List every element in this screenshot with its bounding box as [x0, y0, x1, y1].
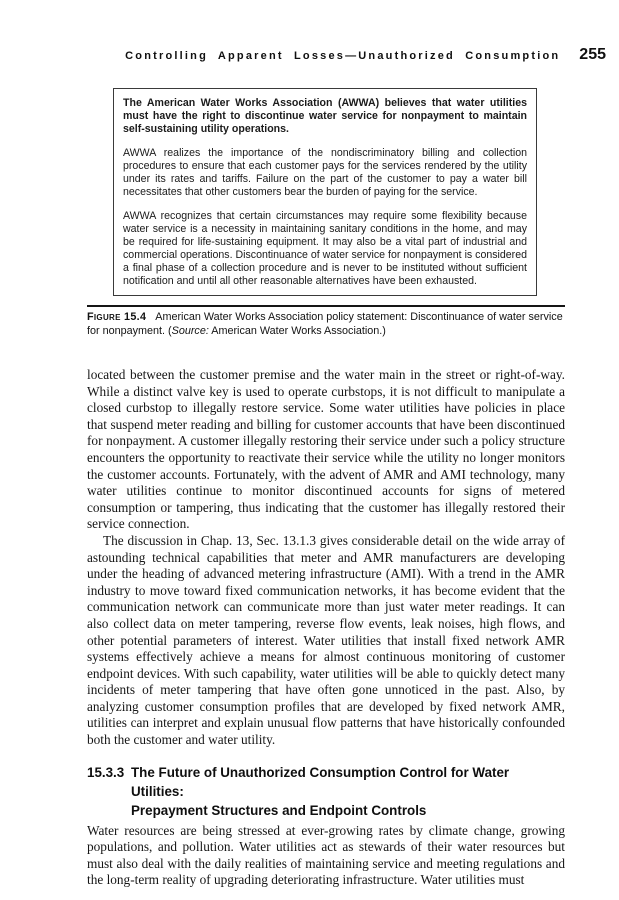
- policy-paragraph-flexibility: AWWA recognizes that certain circumstances may require some flexibility because water service is a necessity in maintaining sanitary conditions in the home, and may be required for life-sustaining equipment. It may also be a vital part of industrial and commercial operations. Discontinuance of water service for nonpayment is considered a final phase of a collection procedure and is never to be instituted without sufficient notification and until all other reasonable alternatives have been exhausted.: [123, 210, 527, 287]
- section-title-line-2: Prepayment Structures and Endpoint Controls: [131, 802, 427, 818]
- section-heading: [87, 763, 565, 820]
- section-body-paragraph-1: Water resources are being stressed at ever-growing rates by climate change, growing populations, and pollution. Water utilities act as stewards of their water resources but must also deal with the daily realities of maintaining service and meeting regulations and the long-term reality of upgrading deteriorating infrastructure. Water utilities must: [87, 822, 565, 888]
- figure-caption-text-after: American Water Works Association.): [208, 324, 386, 337]
- figure-policy-box: [113, 88, 537, 296]
- body-paragraph-2: The discussion in Chap. 13, Sec. 13.1.3 gives considerable detail on the wide array of astounding technical capabilities that meter and AMR manufacturers are developing under the heading of advanced metering infrastructure (AMI). With a trend in the AMR industry to move toward fixed communication networks, it has become evident that the communication network can communicate more than just water meter readings. It can also collect data on meter tampering, reverse flow events, leak noises, high flows, and other potential parameters of interest. Water utilities that install fixed network AMR systems effectively achieve a means for almost continuous monitoring of customer endpoint devices. With such capability, water utilities will be able to quickly detect many incidents of meter tampering that have often gone unnoticed in the past. Also, by analyzing customer consumption profiles that are developed by fixed network AMR, utilities can interpret and explain unusual flow patterns that have historically confounded both the customer and water utility.: [87, 532, 565, 748]
- page-number: 255: [579, 46, 606, 63]
- caption-rule: [87, 305, 565, 307]
- body-text: [87, 367, 565, 749]
- figure-caption-source-label: Source:: [171, 324, 209, 337]
- section-number: 15.3.3: [87, 764, 125, 780]
- body-paragraph-1: located between the customer premise and the water main in the street or right-of-way. While a distinct valve key is used to operate curbstops, it is not difficult to manipulate a closed curbstop to illegally restore service. Some water utilities have policies in place that suspend meter reading and billing for customer accounts that have been discontinued for nonpayment. A customer illegally restoring their service under such a policy structure encounters the opportunity to reactivate their service while the utility no longer monitors the customer accounts. Fortunately, with the advent of AMR and AMI technology, many water utilities continue to monitor discontinued accounts for signs of metered consumption or tampering, thus indicating that the customer has illegally restored their service connection.: [87, 367, 565, 532]
- section-title-line-1: The Future of Unauthorized Consumption Control for Water Utilities:: [131, 764, 510, 799]
- figure-caption-label: Figure 15.4: [87, 311, 147, 323]
- figure-caption: [87, 311, 565, 338]
- section-body: [87, 823, 565, 889]
- policy-paragraph-billing: AWWA realizes the importance of the nondiscriminatory billing and collection procedures to ensure that each customer pays for the services rendered by the utility under its rates and tariffs. Failure on the part of the customer to pay a water bill necessitates that other customers bear the burden of paying for the service.: [123, 147, 527, 198]
- section-title: [131, 763, 565, 820]
- running-head: Controlling Apparent Losses—Unauthorized Consumption: [125, 50, 561, 62]
- page-header: [87, 46, 606, 64]
- policy-statement-bold: The American Water Works Association (AWWA) believes that water utilities must have the right to discontinue water service for nonpayment to maintain self-sustaining utility operations.: [123, 97, 527, 135]
- figure-caption-text: American Water Works Association policy statement: Discontinuance of water service for nonpayment. (: [87, 311, 563, 337]
